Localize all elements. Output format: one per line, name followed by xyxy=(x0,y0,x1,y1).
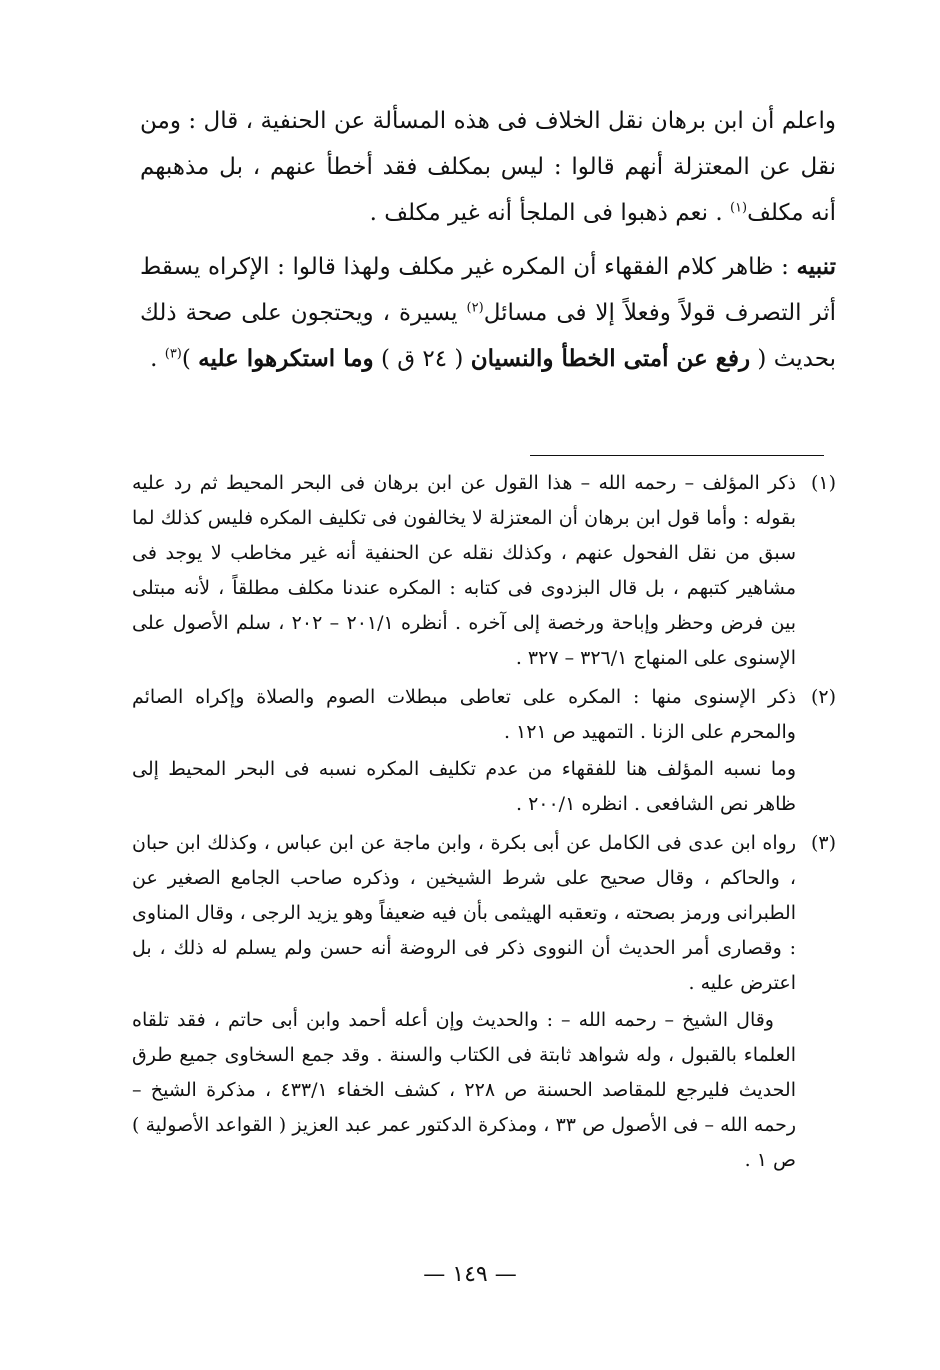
footnote-body xyxy=(132,680,796,822)
footnote-body xyxy=(132,466,796,676)
footnote-text: رواه ابن عدى فى الكامل عن أبى بكرة ، وابن ماجة عن ابن عباس ، وكذلك ابن حبان ، والحاكم ، وقال صحيح على شرط الشيخين ، وذكره صاحب الجامع الصغير عن الطبرانى ورمز بصحته ، وتعقبه الهيثمى بأن فيه ضعيفاً وهو يزيد الرجى ، وقال المناوى : وقصارى أمر الحديث أن النووى ذكر فى الروضة أنه حسن ولم يسلم له ذلك ، بل اعترض عليه . xyxy=(132,832,796,994)
footnote-text: ذكر المؤلف – رحمه الله – هذا القول عن ابن برهان فى البحر المحيط ثم رد عليه بقوله : وأما قول ابن برهان أن المعتزلة لا يخالفون فى تكليف المكره فليس كذلك لما سبق من نقل الفحول عنهم ، وكذلك نقله عن الحنفية أنه غير مخاطب لا يوجد فى مشاهير كتبهم ، بل قال البزدوى فى كتابه : المكره عندنا مكلف مطلقاً ، لأنه مبتلى بين فرض وحظر وإباحة ورخصة إلى آخره . أنظره ٢٠١/١ – ٢٠٢ ، سلم الأصول على الإسنوى على المنهاج ٣٢٦/١ – ٣٢٧ . xyxy=(132,472,796,669)
footnote-1 xyxy=(132,466,836,676)
hadith-text-2: وما استكرهوا عليه xyxy=(198,345,374,372)
paragraph-text: يسيرة ، ويحتجون على صحة ذلك بحديث ( xyxy=(140,300,836,372)
footnote-body xyxy=(132,826,796,1178)
paragraph-end: . xyxy=(150,346,165,372)
footnote-ref-2[interactable]: (٢) xyxy=(466,300,484,316)
footnote-3 xyxy=(132,826,836,1178)
footnote-ref-3[interactable]: (٣) xyxy=(164,346,182,362)
hadith-source: ( ٢٤ ق ) xyxy=(373,346,471,372)
footnote-number: (٢) xyxy=(810,686,836,708)
paragraph-tanbih xyxy=(140,244,836,382)
footnote-number: (٣) xyxy=(810,832,836,854)
footnote-2 xyxy=(132,680,836,822)
paragraph-text: واعلم أن ابن برهان نقل الخلاف فى هذه المسألة عن الحنفية ، قال : ومن نقل عن المعتزلة أنهم قالوا : ليس بمكلف فقد أخطأ عنهم ، بل مذهبهم أنه مكلف xyxy=(140,108,836,226)
paragraph-ibn-burhan xyxy=(140,98,836,236)
paragraph-text: : ظاهر كلام الفقهاء أن المكره غير مكلف ولهذا قالوا : الإكراه يسقط أثر التصرف قولاً وفعلاً إلا فى مسائل xyxy=(140,254,836,326)
footnote-text: ذكر الإسنوى منها : المكره على تعاطى مبطلات الصوم والصلاة وإكراه الصائم والمحرم على الزنا . التمهيد ص ١٢١ . xyxy=(132,686,796,743)
footnote-ref-1[interactable]: (١) xyxy=(729,200,748,216)
paragraph-text-tail: . نعم ذهبوا فى الملجأ أنه غير مكلف . xyxy=(369,200,730,226)
tanbih-label: تنبيه xyxy=(796,253,836,280)
hadith-text-1: رفع عن أمتى الخطأ والنسيان xyxy=(470,345,751,372)
main-text xyxy=(140,98,836,382)
footnote-number: (١) xyxy=(810,472,836,494)
paragraph-text: ) xyxy=(181,346,199,372)
page-number: — ١٤٩ — xyxy=(423,1262,517,1287)
footnote-continuation: وقال الشيخ – رحمه الله – : والحديث وإن أعله أحمد وابن أبى حاتم ، فقد تلقاه العلماء بالقبول ، وله شواهد ثابتة فى الكتاب والسنة . وقد جمع السخاوى جميع طرق الحديث فليرجع للمقاصد الحسنة ص ٢٢٨ ، كشف الخفاء ٤٣٣/١ ، مذكرة الشيخ – رحمه الله – فى الأصول ص ٣٣ ، ومذكرة الدكتور عمر عبد العزيز ( القواعد الأصولية ) ص ١ . xyxy=(132,1009,797,1171)
footnotes xyxy=(132,466,836,1178)
footnote-continuation: وما نسبه المؤلف هنا للفقهاء من عدم تكليف المكره نسبه فى البحر المحيط إلى ظاهر نص الشافعى . انظره ٢٠٠/١ . xyxy=(132,758,796,815)
footnote-separator xyxy=(530,455,824,456)
